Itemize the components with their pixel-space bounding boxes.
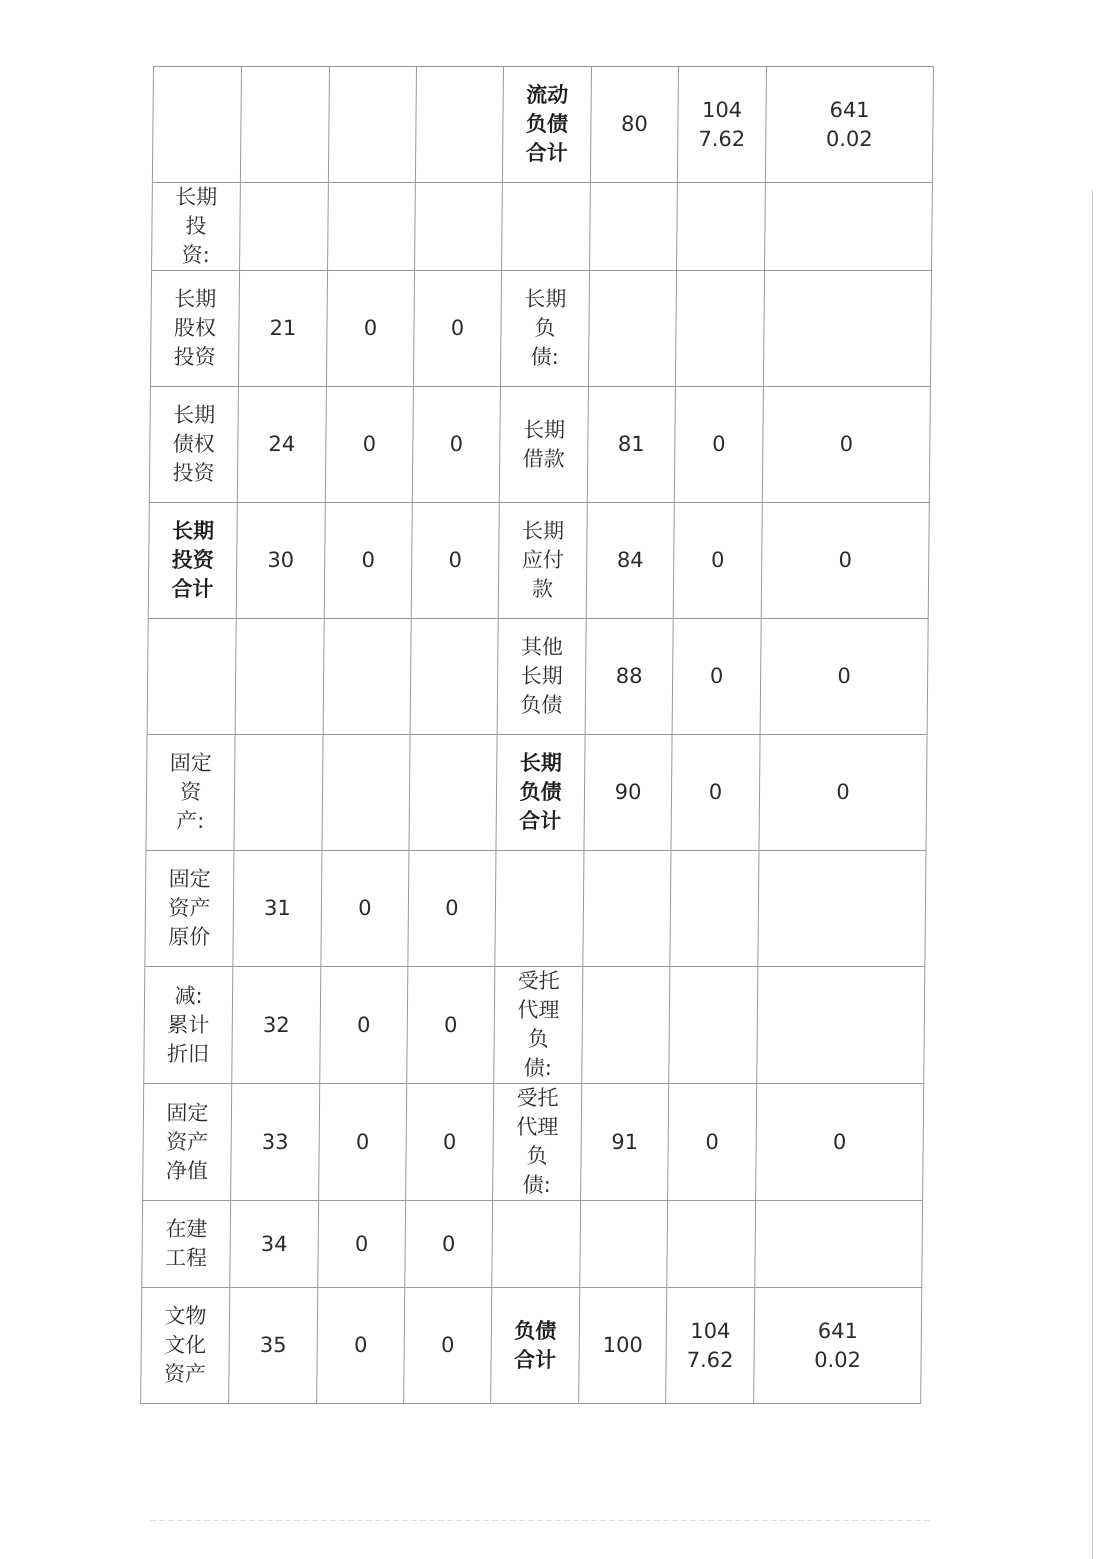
liability-opening-text: 0 [708, 780, 723, 804]
asset-line-no-cell [229, 1288, 318, 1404]
liability-opening-text: 0 [712, 432, 726, 456]
liability-line-no-text: 100 [602, 1333, 643, 1357]
asset-line-no-cell [231, 1084, 320, 1201]
page-bottom-rule [150, 1520, 930, 1521]
liability-closing-cell [759, 735, 927, 851]
asset-line-no-cell [230, 1201, 319, 1288]
asset-item-cell [142, 1201, 231, 1288]
asset-line-no-text: 30 [267, 548, 295, 572]
asset-opening-cell [322, 735, 410, 851]
asset-item-text: 长期股权投资 [173, 287, 217, 369]
liability-opening-text: 1047.62 [698, 97, 746, 151]
liability-item-cell [500, 271, 589, 387]
liability-line-no-text: 81 [617, 432, 645, 456]
liability-line-no-text: 84 [616, 548, 644, 572]
liability-line-no-cell [581, 1084, 669, 1201]
asset-line-no-text: 33 [261, 1129, 289, 1154]
asset-closing-text: 0 [450, 316, 465, 340]
asset-closing-text: 0 [449, 432, 464, 456]
asset-closing-cell [408, 851, 496, 967]
liability-closing-text: 6410.02 [814, 1318, 862, 1372]
liability-line-no-text: 91 [611, 1129, 639, 1154]
asset-item-cell [152, 183, 241, 271]
asset-opening-cell [328, 183, 416, 271]
asset-opening-cell [326, 271, 414, 387]
liability-line-no-cell [582, 967, 670, 1084]
asset-item-cell [144, 967, 233, 1084]
liability-item-text: 长期借款 [522, 417, 566, 471]
table-row [150, 271, 931, 387]
table-row [145, 851, 926, 967]
asset-item-cell [149, 387, 238, 503]
liability-item-cell [494, 967, 583, 1084]
asset-item-text: 文物文化资产 [163, 1304, 207, 1386]
asset-item-text: 长期投资: [175, 185, 218, 267]
liability-closing-cell [762, 387, 930, 503]
asset-closing-text: 0 [448, 548, 463, 572]
asset-item-text: 在建工程 [164, 1217, 208, 1270]
liability-item-text: 长期应付款 [521, 519, 565, 601]
liability-closing-cell [765, 183, 933, 271]
liability-item-cell [497, 619, 586, 735]
liability-item-cell [491, 1288, 580, 1404]
asset-opening-text: 0 [361, 548, 376, 572]
table-row [142, 1201, 923, 1288]
asset-item-cell [152, 67, 241, 183]
table-row [148, 503, 929, 619]
liability-opening-cell [673, 503, 762, 619]
asset-item-cell [141, 1288, 230, 1404]
table-row [141, 1288, 922, 1404]
liability-item-cell [493, 1084, 582, 1201]
asset-closing-cell [409, 735, 497, 851]
asset-opening-text: 0 [354, 1231, 369, 1256]
liability-opening-cell [667, 1201, 756, 1288]
asset-opening-text: 0 [358, 896, 372, 920]
liability-closing-cell [756, 1084, 924, 1201]
liability-opening-cell [672, 619, 761, 735]
asset-item-cell [150, 271, 239, 387]
asset-item-text: 固定资产原价 [168, 867, 211, 949]
asset-opening-text: 0 [356, 1012, 371, 1037]
asset-line-no-text: 34 [260, 1231, 288, 1256]
asset-line-no-text: 35 [259, 1333, 287, 1357]
liability-line-no-cell [588, 271, 676, 387]
liability-closing-cell [761, 503, 929, 619]
asset-item-cell [147, 619, 236, 735]
balance-sheet-body [141, 67, 934, 1404]
liability-line-no-cell [585, 619, 673, 735]
liability-opening-text: 0 [705, 1129, 719, 1154]
asset-opening-text: 0 [363, 316, 378, 340]
liability-opening-text: 0 [709, 664, 724, 688]
asset-line-no-text: 21 [269, 316, 297, 340]
asset-closing-text: 0 [443, 1012, 458, 1037]
asset-opening-text: 0 [355, 1129, 370, 1154]
page-edge-line [1092, 190, 1093, 1559]
asset-line-no-cell [238, 271, 327, 387]
table-row [144, 967, 925, 1084]
asset-line-no-cell [232, 967, 321, 1084]
asset-closing-cell [415, 183, 503, 271]
liability-line-no-text: 80 [620, 112, 648, 136]
liability-item-text: 负债合计 [513, 1318, 557, 1372]
asset-opening-cell [318, 1201, 406, 1288]
liability-opening-cell [671, 735, 760, 851]
liability-closing-cell [757, 967, 925, 1084]
liability-item-text: 受托代理负债: [517, 969, 560, 1080]
asset-line-no-text: 24 [268, 432, 296, 456]
table-row [152, 183, 933, 271]
liability-line-no-cell [587, 387, 675, 503]
asset-item-cell [146, 735, 235, 851]
liability-closing-cell [760, 619, 928, 735]
liability-opening-cell [677, 183, 766, 271]
asset-closing-text: 0 [445, 896, 459, 920]
liability-opening-text: 0 [710, 548, 725, 572]
asset-item-text: 减:累计折旧 [166, 983, 210, 1066]
liability-item-text: 受托代理负债: [516, 1086, 559, 1197]
table-row [149, 387, 930, 503]
asset-closing-text: 0 [442, 1129, 457, 1154]
liability-line-no-cell [590, 67, 678, 183]
asset-closing-cell [415, 67, 503, 183]
asset-opening-cell [324, 503, 412, 619]
asset-item-cell [143, 1084, 232, 1201]
liability-closing-cell [758, 851, 926, 967]
liability-opening-text: 1047.62 [686, 1318, 734, 1372]
asset-line-no-cell [234, 735, 323, 851]
liability-line-no-text: 90 [614, 780, 642, 804]
asset-line-no-text: 32 [262, 1012, 290, 1037]
asset-closing-cell [405, 1201, 493, 1288]
asset-line-no-cell [240, 183, 329, 271]
liability-line-no-cell [580, 1201, 668, 1288]
asset-opening-text: 0 [353, 1333, 368, 1357]
asset-item-text: 固定资产: [169, 751, 212, 833]
asset-opening-text: 0 [362, 432, 377, 456]
asset-closing-cell [412, 387, 500, 503]
liability-item-cell [496, 735, 585, 851]
asset-closing-text: 0 [441, 1231, 456, 1256]
asset-line-no-cell [235, 619, 324, 735]
table-row [152, 67, 933, 183]
asset-line-no-text: 31 [263, 896, 291, 920]
asset-opening-cell [323, 619, 411, 735]
table-row [147, 619, 928, 735]
asset-opening-cell [317, 1288, 405, 1404]
liability-item-cell [499, 387, 588, 503]
liability-line-no-cell [584, 735, 672, 851]
asset-opening-cell [325, 387, 413, 503]
liability-closing-text: 6410.02 [825, 97, 873, 151]
balance-sheet-table [140, 66, 934, 1404]
liability-line-no-cell [579, 1288, 667, 1404]
asset-closing-cell [411, 503, 499, 619]
liability-closing-text: 0 [838, 548, 853, 572]
asset-closing-cell [413, 271, 501, 387]
liability-opening-cell [670, 851, 759, 967]
table-row [143, 1084, 924, 1201]
asset-closing-text: 0 [440, 1333, 455, 1357]
liability-opening-cell [674, 387, 763, 503]
liability-item-text: 长期负债: [524, 287, 567, 369]
liability-closing-cell [763, 271, 931, 387]
asset-opening-cell [328, 67, 416, 183]
liability-line-no-cell [583, 851, 671, 967]
liability-closing-cell [754, 1288, 922, 1404]
liability-item-cell [492, 1201, 581, 1288]
asset-item-text: 固定资产净值 [165, 1100, 209, 1183]
asset-line-no-cell [240, 67, 329, 183]
liability-item-cell [495, 851, 584, 967]
liability-opening-cell [675, 271, 764, 387]
liability-closing-text: 0 [836, 780, 850, 804]
liability-closing-text: 0 [832, 1129, 847, 1154]
liability-item-text: 其他长期负债 [520, 635, 564, 717]
asset-closing-cell [406, 1084, 494, 1201]
liability-opening-cell [669, 967, 758, 1084]
liability-item-cell [502, 183, 591, 271]
liability-closing-text: 0 [837, 664, 851, 688]
liability-closing-cell [765, 67, 933, 183]
asset-line-no-cell [236, 503, 325, 619]
liability-line-no-cell [586, 503, 674, 619]
asset-line-no-cell [233, 851, 322, 967]
liability-item-cell [498, 503, 587, 619]
asset-opening-cell [320, 967, 408, 1084]
liability-line-no-cell [590, 183, 678, 271]
asset-closing-cell [404, 1288, 492, 1404]
liability-opening-cell [666, 1288, 755, 1404]
asset-item-cell [145, 851, 234, 967]
liability-item-text: 流动负债合计 [525, 83, 569, 165]
asset-item-text: 长期投资合计 [171, 519, 215, 601]
asset-item-text: 长期债权投资 [172, 403, 216, 485]
liability-line-no-text: 88 [615, 664, 643, 688]
asset-closing-cell [407, 967, 495, 1084]
liability-item-text: 长期负债合计 [519, 751, 562, 833]
table-row [146, 735, 927, 851]
asset-opening-cell [321, 851, 409, 967]
liability-item-cell [502, 67, 591, 183]
asset-closing-cell [410, 619, 498, 735]
liability-opening-cell [668, 1084, 757, 1201]
asset-line-no-cell [237, 387, 326, 503]
liability-closing-cell [755, 1201, 923, 1288]
asset-opening-cell [319, 1084, 407, 1201]
asset-item-cell [148, 503, 237, 619]
liability-opening-cell [677, 67, 766, 183]
liability-closing-text: 0 [839, 432, 854, 456]
